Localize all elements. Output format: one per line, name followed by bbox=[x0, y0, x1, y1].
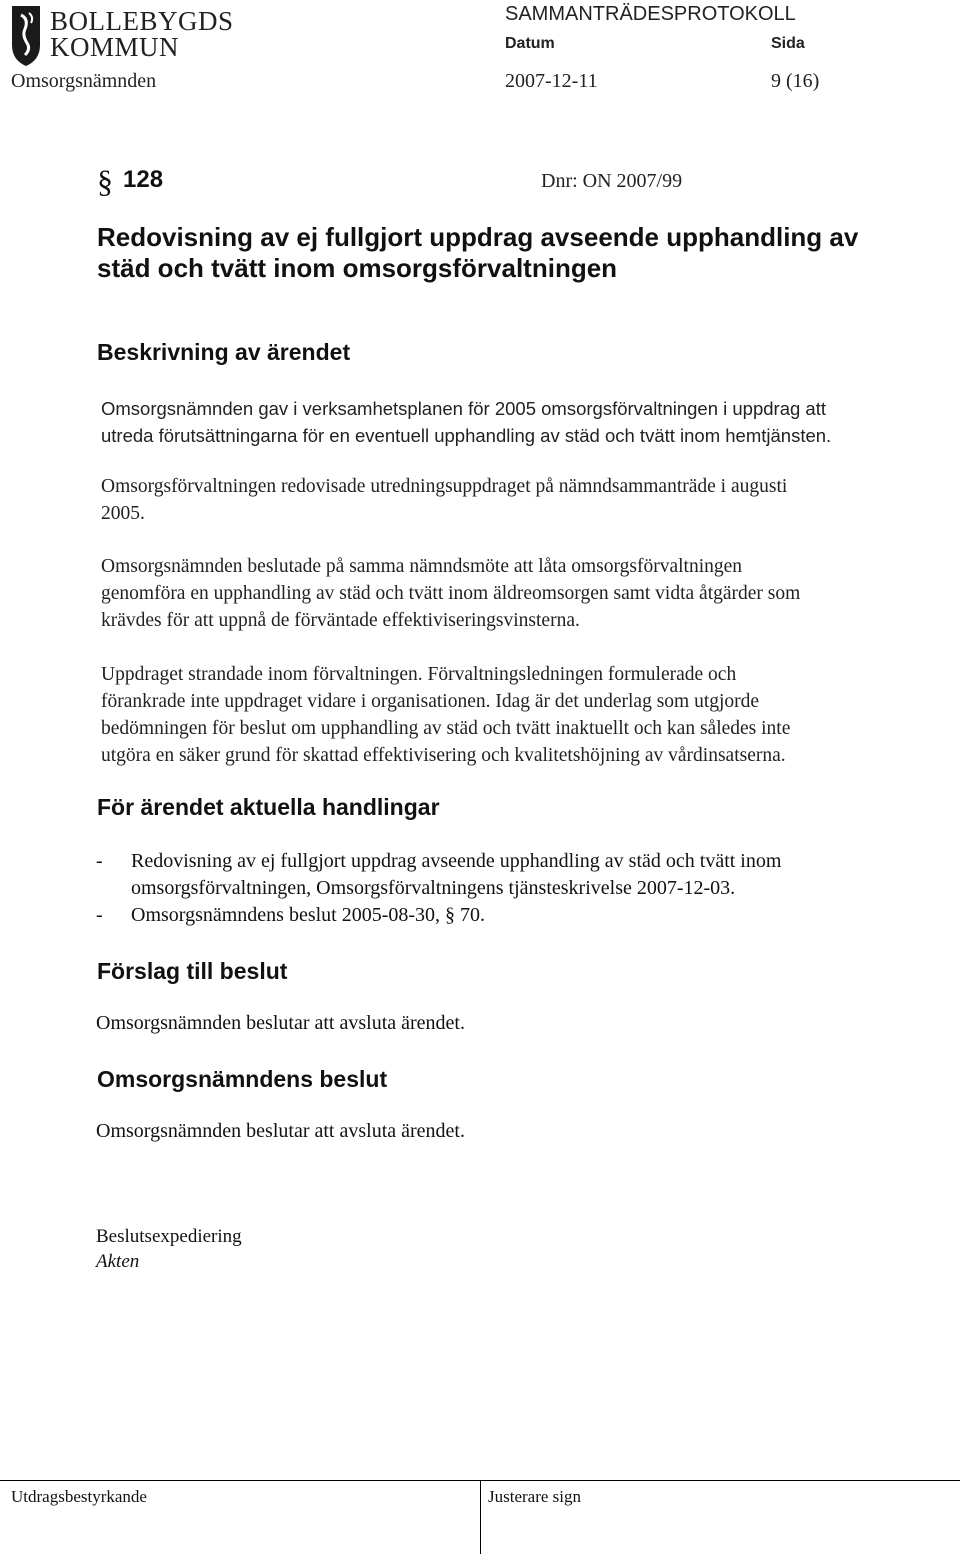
text-line: 2005. bbox=[101, 503, 145, 524]
list-dash: - bbox=[96, 850, 103, 872]
meeting-date: 2007-12-11 bbox=[505, 70, 598, 92]
committee-name: Omsorgsnämnden bbox=[11, 70, 157, 92]
text-line: Uppdraget strandade inom förvaltningen. Förvaltningsledningen formulerade och bbox=[101, 664, 737, 685]
text-line: utgöra en säker grund för skattad effektivisering och kvalitetshöjning av vårdinsatserna. bbox=[101, 745, 786, 766]
dnr: Dnr: ON 2007/99 bbox=[541, 170, 683, 192]
paragraph-mark: § bbox=[97, 163, 113, 199]
heading-beslut: Omsorgsnämndens beslut bbox=[97, 1066, 388, 1092]
text-line: Redovisning av ej fullgjort uppdrag avseende upphandling av städ och tvätt inom bbox=[131, 850, 782, 872]
text-line: krävdes för att uppnå de förväntade effektiviseringsvinsterna. bbox=[101, 610, 580, 631]
text-line: Omsorgsnämnden beslutade på samma nämndsmöte att låta omsorgsförvaltningen bbox=[101, 556, 743, 577]
logo-text-kommun: KOMMUN bbox=[50, 32, 180, 62]
handlingar-list bbox=[96, 848, 916, 929]
list-dash: - bbox=[96, 904, 103, 926]
expediering-recipient: Akten bbox=[96, 1251, 140, 1272]
date-label: Datum bbox=[505, 35, 555, 52]
page-number: 9 (16) bbox=[771, 70, 820, 92]
text-line: Omsorgsnämnden gav i verksamhetsplanen för 2005 omsorgsförvaltningen i uppdrag att bbox=[101, 398, 826, 419]
heading-forslag: Förslag till beslut bbox=[97, 958, 288, 984]
page-label: Sida bbox=[771, 35, 805, 52]
text-line: omsorgsförvaltningen, Omsorgsförvaltningens tjänsteskrivelse 2007-12-03. bbox=[131, 877, 736, 899]
footer-divider-vertical bbox=[480, 1480, 481, 1554]
title-line-1: Redovisning av ej fullgjort uppdrag avseende upphandling av bbox=[97, 222, 859, 252]
title-line-2: städ och tvätt inom omsorgsförvaltningen bbox=[97, 253, 618, 283]
heading-handlingar: För ärendet aktuella handlingar bbox=[97, 794, 440, 820]
beskrivning-paragraph-2 bbox=[101, 473, 787, 527]
text-line: bedömningen för beslut om upphandling av städ och tvätt inaktuellt och kan således inte bbox=[101, 718, 791, 739]
list-item bbox=[96, 848, 916, 902]
footer-utdragsbestyrkande: Utdragsbestyrkande bbox=[11, 1487, 147, 1506]
list-item bbox=[96, 902, 916, 929]
text-line: Omsorgsförvaltningen redovisade utredningsuppdraget på nämndsammanträde i augusti bbox=[101, 476, 788, 497]
heading-beskrivning: Beskrivning av ärendet bbox=[97, 339, 351, 365]
forslag-text: Omsorgsnämnden beslutar att avsluta ärendet. bbox=[96, 1012, 465, 1034]
text-line: Omsorgsnämndens beslut 2005-08-30, § 70. bbox=[131, 904, 486, 926]
text-line: förankrade inte uppdraget vidare i organisationen. Idag är det underlag som utgjorde bbox=[101, 691, 760, 712]
logo-text-bollebygds: BOLLEBYGDS bbox=[50, 6, 234, 36]
beskrivning-paragraph-1 bbox=[101, 395, 831, 449]
expediering-label: Beslutsexpediering bbox=[96, 1226, 242, 1247]
text-line: genomföra en upphandling av städ och tvätt inom äldreomsorgen samt vidta åtgärder som bbox=[101, 583, 801, 604]
beslut-text: Omsorgsnämnden beslutar att avsluta ärendet. bbox=[96, 1120, 465, 1142]
beskrivning-paragraph-4 bbox=[101, 661, 790, 769]
footer-justerare-sign: Justerare sign bbox=[488, 1487, 582, 1506]
beskrivning-paragraph-3 bbox=[101, 553, 800, 634]
paragraph-number: 128 bbox=[123, 166, 164, 193]
municipality-crest-icon bbox=[11, 5, 41, 67]
document-type: SAMMANTRÄDESPROTOKOLL bbox=[505, 3, 796, 25]
text-line: utreda förutsättningarna för en eventuell upphandling av städ och tvätt inom hemtjänsten. bbox=[101, 425, 832, 446]
